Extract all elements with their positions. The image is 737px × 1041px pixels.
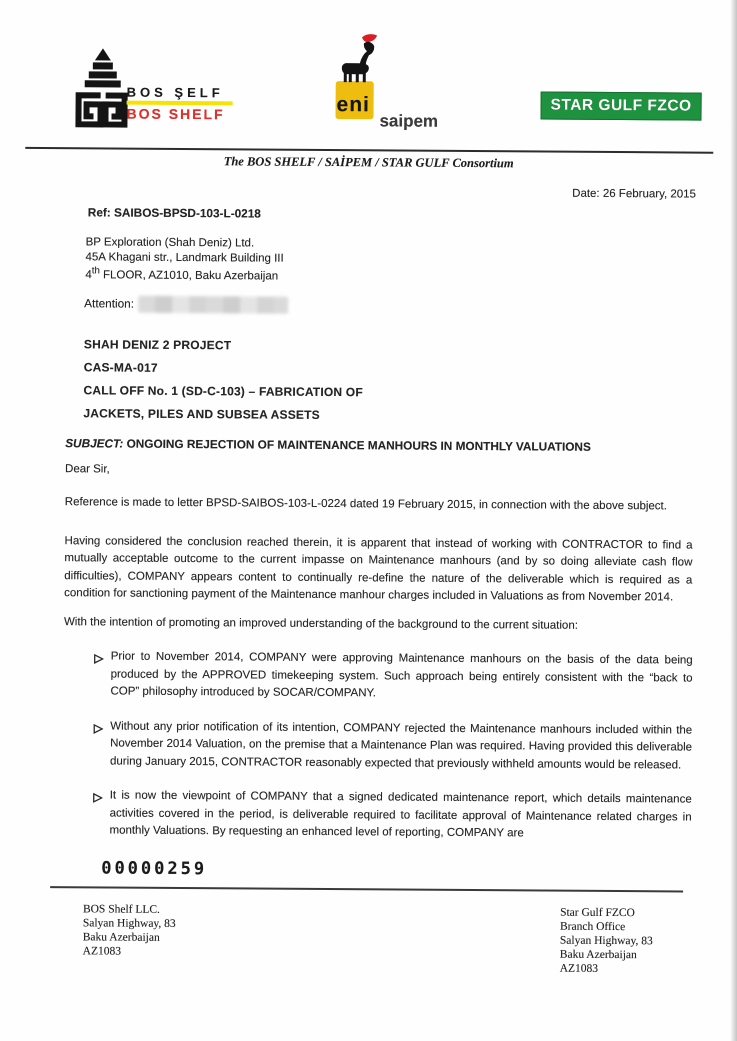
salutation: Dear Sir,: [64, 463, 110, 476]
subject-text: ONGOING REJECTION OF MAINTENANCE MANHOURS IN MONTHLY VALUATIONS: [123, 436, 591, 455]
body-paragraph: With the intention of promoting an improved understanding of the background to the current situation:: [63, 616, 578, 632]
bullet-list: [92, 649, 733, 845]
footer-line: BOS Shelf LLC.: [82, 903, 161, 916]
project-heading: [83, 334, 736, 431]
eni-six-legged-dog-icon: [334, 33, 380, 85]
footer: [0, 902, 732, 977]
bos-yellow-underline: [127, 101, 233, 106]
body-paragraph: Having considered the conclusion reached therein, it is apparent that instead of working with CONTRACTOR to find a mutually acceptable outcome to the current impasse on Maintenance manhours (and by so doing alleviate cash flow difficulties), COMPANY appears content to continually re-define the nature of the deliverable which is required as a condition for sanctioning payment of the Maintenance manhour charges included in Valuations as from November 2014.: [64, 535, 693, 604]
bullet-arrow-icon: [93, 718, 110, 771]
project-line: CALL OFF No. 1 (SD-C-103) – FABRICATION OF: [83, 383, 363, 400]
body-paragraph: Reference is made to letter BPSD-SAIBOS-103-L-0224 dated 19 February 2015, in connection with the above subject.: [64, 496, 668, 513]
letter-content: [0, 48, 737, 977]
footer-divider: [50, 886, 683, 892]
recipient-floor: 4th FLOOR, AZ1010, Baku Azerbaijan: [85, 265, 279, 283]
letter-date: Date: 26 February, 2015: [572, 187, 697, 201]
saipem-wordmark: saipem: [379, 111, 439, 131]
footer-left-address: [83, 902, 176, 973]
bos-shelf-wordmark: [126, 85, 246, 123]
recipient-street: 45A Khagani str., Landmark Building III: [85, 250, 284, 265]
bos-shelf-logo: [72, 48, 313, 130]
bos-shelf-text: BOS SHELF: [126, 105, 225, 123]
bullet-arrow-icon: [92, 788, 109, 841]
footer-line: Star Gulf FZCO: [560, 906, 635, 919]
recipient-address: [85, 235, 736, 287]
footer-line: Salyan Highway, 83: [559, 934, 653, 948]
eni-saipem-logo: [335, 55, 456, 148]
scan-edge-shadow: [730, 0, 737, 1041]
footer-right-address: [560, 905, 653, 976]
project-line: JACKETS, PILES AND SUBSEA ASSETS: [83, 406, 320, 423]
star-gulf-logo: STAR GULF FZCO: [540, 91, 701, 120]
bullet-item: [92, 788, 732, 845]
bullet-text: Without any prior notification of its intention, COMPANY rejected the Maintenance manhours included within the November 2014 Valuation, on the premise that a Maintenance Plan was required. Having provided this deliverable during January 2015, CONTRACTOR reasonably expected that previously withheld amounts would be released.: [109, 720, 693, 772]
eni-wordmark: eni: [336, 93, 371, 117]
bullet-item: [93, 649, 733, 706]
letterhead: [0, 48, 737, 152]
document-number-stamp: 00000259: [101, 858, 208, 880]
footer-line: AZ1083: [82, 945, 122, 958]
letter-ref: Ref: SAIBOS-BPSD-103-L-0218: [87, 205, 261, 221]
subject-line: [65, 437, 735, 456]
consortium-line: The BOS SHELF / SAİPEM / STAR GULF Consortium: [223, 154, 514, 171]
attention-line: [84, 295, 736, 318]
footer-line: Branch Office: [559, 920, 626, 933]
footer-line: Baku Azerbaijan: [82, 931, 160, 944]
footer-line: AZ1083: [559, 962, 599, 975]
project-line: CAS-MA-017: [83, 360, 158, 376]
footer-line: Salyan Highway, 83: [82, 917, 176, 930]
footer-line: Baku Azerbaijan: [559, 948, 637, 962]
bullet-text: It is now the viewpoint of COMPANY that a signed dedicated maintenance report, which details maintenance activities covered in the period, is deliverable required to facilitate approval of Maintenance related charges in monthly Valuations. By requesting an enhanced level of reporting, COMPANY are: [109, 789, 692, 840]
bullet-arrow-icon: [93, 649, 110, 702]
recipient-company: BP Exploration (Shah Deniz) Ltd.: [85, 236, 255, 250]
bos-self-text: BOS ŞELF: [126, 84, 224, 101]
subject-label: SUBJECT:: [65, 436, 124, 451]
project-line: SHAH DENIZ 2 PROJECT: [83, 337, 232, 353]
attention-label: Attention:: [84, 296, 135, 311]
redacted-attention-name: [138, 296, 288, 314]
bullet-text: Prior to November 2014, COMPANY were approving Maintenance manhours on the basis of the data being produced by the APPROVED timekeeping system. Such approach being entirely consistent with the “back to COP” philosophy introduced by SOCAR/COMPANY.: [110, 650, 693, 700]
bullet-item: [93, 718, 733, 775]
